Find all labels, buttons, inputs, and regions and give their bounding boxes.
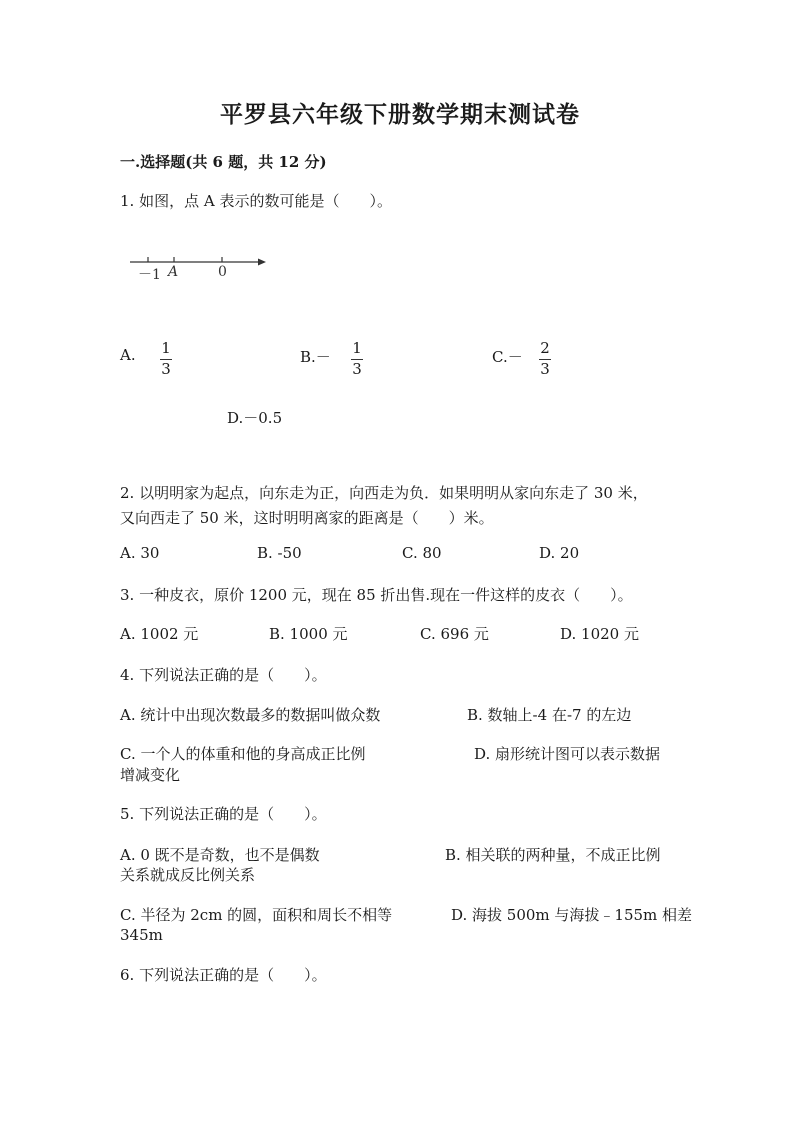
fraction-denominator: 3: [540, 360, 550, 378]
number-line-figure: [128, 252, 273, 284]
q4-option-d[interactable]: D. 扇形统计图可以表示数据: [474, 745, 661, 763]
question-2-text-line1: 2. 以明明家为起点，向东走为正，向西走为负．如果明明从家向东走了 30 米，: [120, 484, 648, 502]
fraction-numerator: 2: [540, 339, 550, 357]
q3-option-c[interactable]: C. 696 元: [420, 625, 489, 643]
question-2-text-line2: 又向西走了 50 米，这时明明离家的距离是（ ）米。: [120, 509, 494, 527]
q2-option-d[interactable]: D. 20: [539, 544, 580, 562]
q5-option-b[interactable]: B. 相关联的两种量，不成正比例: [445, 846, 661, 864]
q4-option-b[interactable]: B. 数轴上-4 在-7 的左边: [467, 706, 632, 724]
page-title: 平罗县六年级下册数学期末测试卷: [220, 101, 580, 128]
q4-option-c[interactable]: C. 一个人的体重和他的身高成正比例: [120, 745, 366, 763]
q1-option-b-fraction: [351, 341, 363, 377]
q3-option-b[interactable]: B. 1000 元: [269, 625, 348, 643]
q3-option-a[interactable]: A. 1002 元: [120, 625, 199, 643]
question-6-text: 6. 下列说法正确的是（ ）。: [120, 966, 327, 984]
q5-option-d[interactable]: D. 海拔 500m 与海拔﹣155m 相差: [451, 906, 693, 924]
q2-option-b[interactable]: B. -50: [257, 544, 302, 562]
q2-option-a[interactable]: A. 30: [120, 544, 160, 562]
q4-option-d-continuation: 增减变化: [120, 766, 181, 784]
question-3-text: 3. 一种皮衣，原价 1200 元，现在 85 折出售.现在一件这样的皮衣（ ）。: [120, 586, 633, 604]
q2-option-c[interactable]: C. 80: [402, 544, 442, 562]
numberline-label-minus-one: －1: [138, 267, 161, 283]
q1-option-c-prefix: C.－: [492, 348, 523, 366]
question-4-text: 4. 下列说法正确的是（ ）。: [120, 666, 327, 684]
section-heading: 一.选择题(共 6 题，共 12 分): [120, 153, 327, 171]
q5-option-c[interactable]: C. 半径为 2cm 的圆，面积和周长不相等: [120, 906, 393, 924]
numberline-label-zero: 0: [218, 264, 227, 280]
fraction-numerator: 1: [352, 339, 362, 357]
q5-option-a[interactable]: A. 0 既不是奇数，也不是偶数: [120, 846, 320, 864]
numberline-label-a: A: [168, 264, 179, 280]
q1-option-a-fraction: [160, 341, 172, 377]
q1-option-a-prefix: A.: [120, 346, 136, 364]
fraction-denominator: 3: [352, 360, 362, 378]
fraction-numerator: 1: [161, 339, 171, 357]
arrow-icon: [258, 259, 266, 266]
question-1-text: 1. 如图，点 A 表示的数可能是（ ）。: [120, 192, 392, 210]
q3-option-d[interactable]: D. 1020 元: [560, 625, 639, 643]
q1-option-d[interactable]: D.－0.5: [227, 409, 283, 427]
question-5-text: 5. 下列说法正确的是（ ）。: [120, 805, 327, 823]
fraction-denominator: 3: [161, 360, 171, 378]
q4-option-a[interactable]: A. 统计中出现次数最多的数据叫做众数: [120, 706, 381, 724]
q1-option-b-prefix: B.－: [300, 348, 331, 366]
q5-option-d-continuation: 345m: [120, 926, 163, 944]
q1-option-c-fraction: [539, 341, 551, 377]
q5-option-b-continuation: 关系就成反比例关系: [120, 866, 256, 884]
